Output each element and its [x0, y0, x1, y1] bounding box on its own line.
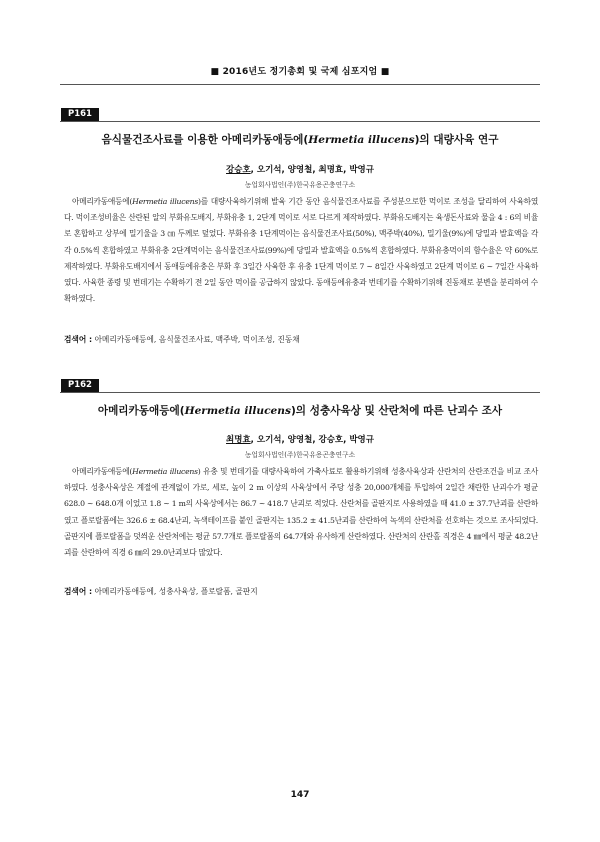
- abstract-authors: 강승호, 오기석, 양영철, 최명효, 박영규: [226, 165, 374, 175]
- presenting-author: 강승호: [226, 165, 251, 175]
- page-number: 147: [290, 790, 310, 800]
- abstract-body: 아메리카동애등에(Hermetia illucens)를 대량사육하기위해 발육 기간 동안 음식물건조사료를 주성분으로한 먹이로 조성을 달리하여 사육하였다. 먹이조성비율은 산란된 알의 부화유도배지, 부화유충 1, 2단계 먹이로 서로 다르게 제작하였다. 부화유도배지는 육생돈사료와 물을 4 : 6의 비율로 혼합하고 상부에 밀기울을 3 ㎝ 두께로 덮었다. 부화유충 1단계먹이는 음식물건조사료(50%), 맥주박(40%), 밀기울(9%)에 당밀과 발효액을 각각 0.5%씩 혼합하였고 부화유충 2단계먹이는 음식물건조사료(99%)에 당밀과 발효액을 0.5%씩 혼합하였다. 부화유충먹이의 함수율은 약 60%로 제작하였다. 부화유도배지에서 동애등에유충은 부화 후 3일간 사육한 후 유충 1단계 먹이로 7 ~ 8일간 사육하였고 2단계 먹이로 6 ~ 7일간 사육하였다. 사육한 종령 및 번데기는 수확하기 전 2일 동안 먹이를 공급하지 않았다. 동애등에유충과 번데기를 수확하기위해 진동채로 분변을 분리하여 수확하였다.: [64, 197, 538, 304]
- section-rule: [60, 392, 540, 393]
- abstract-keywords: 검색어 : 아메리카동애등에, 음식물건조사료, 맥주박, 먹이조성, 진동채: [64, 335, 300, 344]
- abstract-affiliation: 농업회사법인(주)한국유용곤충연구소: [244, 451, 356, 459]
- section-rule: [60, 121, 540, 122]
- abstract-id-badge: P162: [61, 379, 99, 392]
- header-rule: [60, 84, 540, 85]
- page-header: ■ 2016년도 정기총회 및 국제 심포지엄 ■: [210, 67, 390, 77]
- abstract-body: 아메리카동애등에(Hermetia illucens) 유충 및 번데기를 대량사육하여 가축사료로 활용하기위해 성충사육상과 산란처의 산란조건을 비교 조사하였다. 성충사육상은 계절에 관계없이 가로, 세로, 높이 2 m 이상의 사육상에서 주당 성충 20,000개체를 투입하여 2일간 채란한 난괴수가 평균 628.0 ~ 648.0개 이었고 1.8 ~ 1 m의 사육상에서는 86.7 ~ 418.7 난괴로 적었다. 산란처를 골판지로 사용하였을 때 41.0 ± 37.7난괴를 산란하였고 플로랄폼에는 326.6 ± 68.4난괴, 녹색테이프를 붙인 골판지는 135.2 ± 41.5난괴를 산란하여 녹색의 산란처를 선호하는 것으로 조사되었다. 골판지에 플로랄폼을 덧씌운 산란처에는 평균 57.7개로 플로랄폼의 64.7개와 유사하게 산란하였다. 산란처의 산란홀 직경은 4 ㎜에서 평균 48.2난괴를 산란하여 직경 6 ㎜의 29.0난괴보다 많았다.: [64, 467, 538, 558]
- presenting-author: 최명효: [226, 435, 251, 445]
- abstract-title: 음식물건조사료를 이용한 아메리카동애등에(Hermetia illucens)의 대량사육 연구: [101, 134, 499, 146]
- abstract-authors: 최명효, 오기석, 양영철, 강승호, 박영규: [226, 435, 374, 445]
- abstract-affiliation: 농업회사법인(주)한국유용곤충연구소: [244, 181, 356, 189]
- abstract-keywords: 검색어 : 아메리카동애등에, 성충사육상, 플로랄폼, 골판지: [64, 587, 258, 596]
- abstract-title: 아메리카동애등에(Hermetia illucens)의 성충사육상 및 산란처에 따른 난괴수 조사: [97, 405, 503, 417]
- abstract-id-badge: P161: [61, 108, 99, 121]
